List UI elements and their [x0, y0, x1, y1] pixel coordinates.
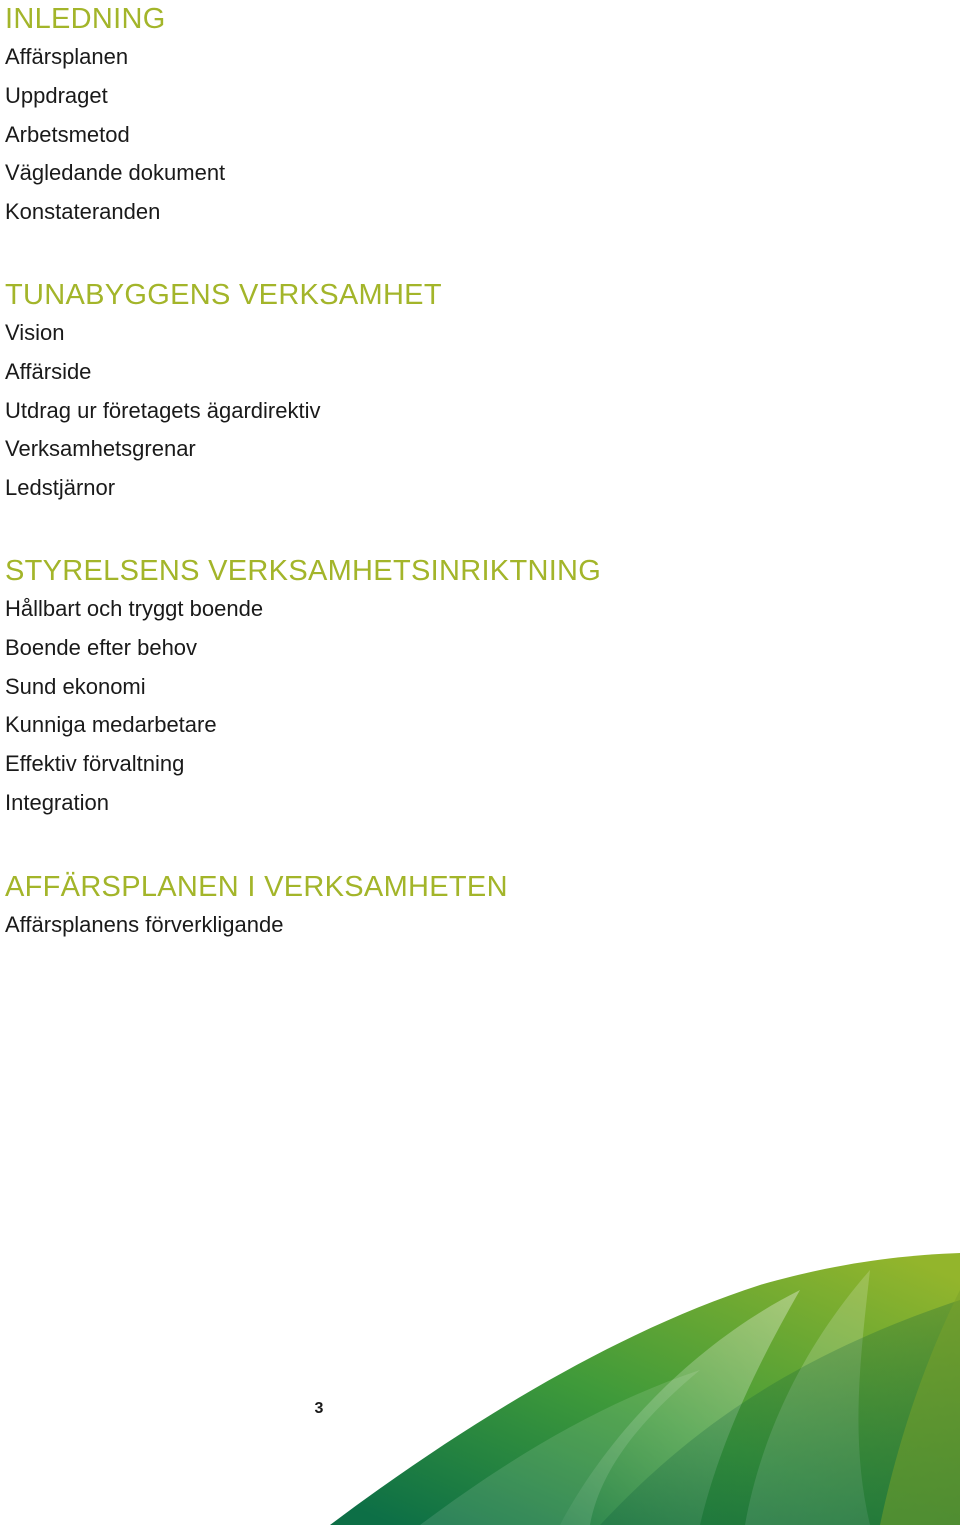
- toc-item[interactable]: Hållbart och tryggt boende: [5, 596, 264, 621]
- toc-section-affarsplanen-i-verksamheten: [5, 868, 508, 945]
- section-item-list: [5, 590, 601, 823]
- section-item-list: [5, 314, 442, 508]
- toc-item[interactable]: Uppdraget: [5, 82, 108, 108]
- toc-item[interactable]: Affärsplanen: [5, 44, 129, 69]
- toc-item[interactable]: Arbetsmetod: [5, 121, 130, 147]
- page-number: 3: [314, 1400, 324, 1417]
- section-item-list: [5, 38, 225, 232]
- section-heading[interactable]: AFFÄRSPLANEN I VERKSAMHETEN: [5, 871, 508, 903]
- toc-item[interactable]: Boende efter behov: [5, 634, 198, 660]
- section-heading[interactable]: TUNABYGGENS VERKSAMHET: [5, 279, 442, 311]
- toc-item[interactable]: Utdrag ur företagets ägardirektiv: [5, 397, 321, 423]
- toc-item[interactable]: Konstateranden: [5, 199, 161, 225]
- section-heading[interactable]: STYRELSENS VERKSAMHETSINRIKTNING: [5, 555, 602, 587]
- toc-section-inledning: [5, 0, 225, 232]
- section-item-list: [5, 906, 508, 945]
- toc-section-tunabyggens-verksamhet: [5, 276, 442, 508]
- section-heading[interactable]: INLEDNING: [5, 3, 166, 35]
- toc-item[interactable]: Vägledande dokument: [5, 160, 226, 186]
- toc-item[interactable]: Affärsplanens förverkligande: [5, 912, 284, 937]
- toc-section-styrelsens-verksamhetsinriktning: [5, 552, 601, 823]
- toc-item[interactable]: Effektiv förvaltning: [5, 751, 185, 777]
- toc-item[interactable]: Sund ekonomi: [5, 673, 146, 699]
- toc-item[interactable]: Integration: [5, 789, 109, 815]
- toc-item[interactable]: Verksamhetsgrenar: [5, 436, 196, 462]
- toc-item[interactable]: Ledstjärnor: [5, 475, 116, 501]
- toc-item[interactable]: Affärside: [5, 358, 92, 384]
- toc-item[interactable]: Vision: [5, 320, 65, 345]
- toc-item[interactable]: Kunniga medarbetare: [5, 712, 217, 738]
